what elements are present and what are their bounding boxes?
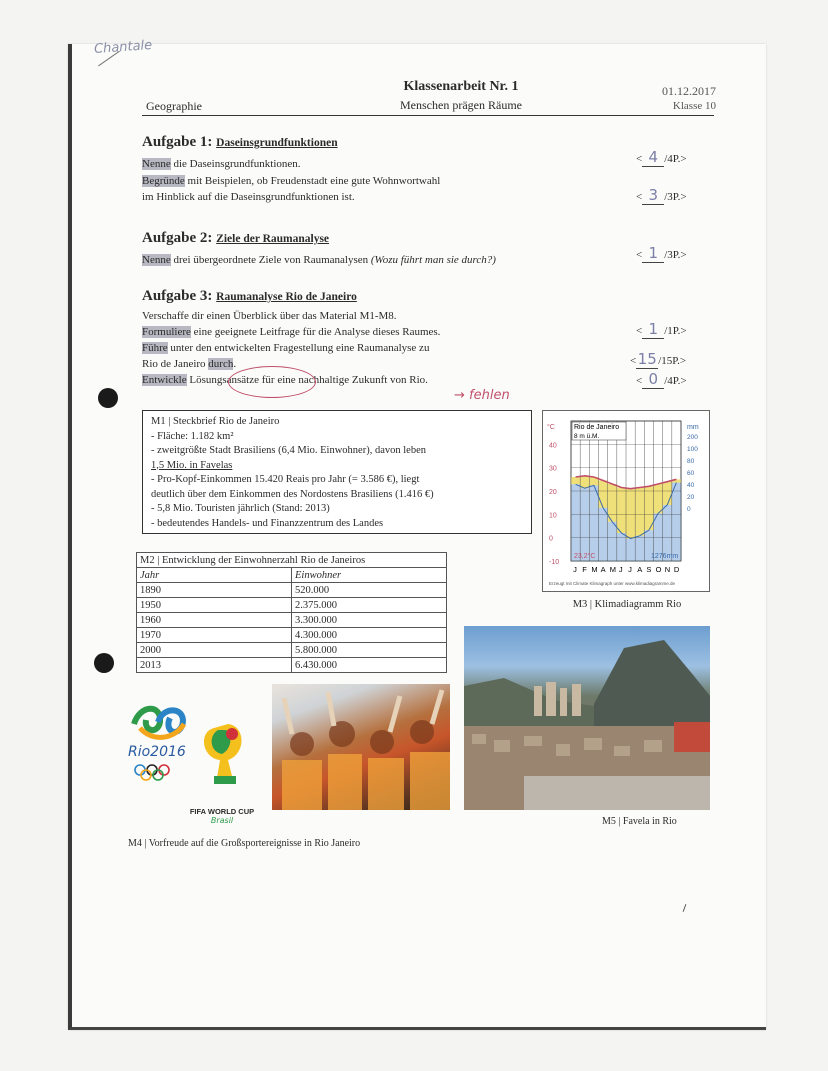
favela-photo-graphic xyxy=(464,626,710,810)
precip-tick-label: 80 xyxy=(687,458,695,465)
m1-line: - Pro-Kopf-Einkommen 15.420 Reais pro Jahr (= 3.586 €), liegt xyxy=(151,474,420,485)
world-cup-text: FIFA WORLD CUP xyxy=(189,807,255,816)
station-name: Rio de Janeiro xyxy=(574,424,620,431)
temp-tick-label: 30 xyxy=(549,465,557,473)
precip-tick-label: 100 xyxy=(687,446,698,453)
task3-topic: Raumanalyse Rio de Janeiro xyxy=(216,291,357,303)
temp-unit: °C xyxy=(547,424,555,431)
arid-area xyxy=(599,481,608,508)
precip-column xyxy=(589,485,598,561)
task2-score: < 1 /3P.> xyxy=(636,244,687,262)
exam-subtitle: Menschen prägen Räume xyxy=(400,98,522,112)
student-name: Chantale xyxy=(93,37,153,58)
month-label: J xyxy=(573,565,577,574)
olympic-logo xyxy=(122,694,202,784)
m2-pop: 3.300.000 xyxy=(292,613,447,628)
task3b-verb2: durch xyxy=(208,358,234,370)
task3b-verb: Führe xyxy=(142,342,168,354)
table-row xyxy=(137,643,447,658)
m2-pop: 4.300.000 xyxy=(292,628,447,643)
task2-verb: Nenne xyxy=(142,254,171,266)
table-row xyxy=(137,628,447,643)
month-label: A xyxy=(600,565,606,574)
header-rule xyxy=(142,115,714,116)
task3-heading xyxy=(142,288,357,305)
m2-year: 1890 xyxy=(137,583,292,598)
temp-tick-label: 20 xyxy=(549,489,557,496)
table-row xyxy=(137,598,447,613)
table-row xyxy=(137,658,447,673)
m2-table xyxy=(136,552,447,673)
task3-label: Aufgabe 3: xyxy=(142,288,213,304)
annual-temp: 23,2°C xyxy=(574,553,596,560)
task1-label: Aufgabe 1: xyxy=(142,134,213,150)
task3c-rest: Lösungsansätze für eine nachhaltige Zukunft von Rio. xyxy=(186,374,428,386)
class-label: Klasse 10 xyxy=(672,100,716,112)
month-label: N xyxy=(664,565,671,574)
task1-heading xyxy=(142,134,338,151)
m2-pop: 2.375.000 xyxy=(292,598,447,613)
month-label: A xyxy=(637,565,643,574)
task1b-verb: Begründe xyxy=(142,175,185,187)
task2-topic: Ziele der Raumanalyse xyxy=(216,233,330,245)
task2-label: Aufgabe 2: xyxy=(142,230,213,246)
precip-tick-label: 40 xyxy=(687,482,695,489)
margin-note: → fehlen xyxy=(454,388,510,403)
task2-points: 1 xyxy=(642,244,664,263)
precip-tick-label: 60 xyxy=(687,470,695,477)
temp-tick-label: 40 xyxy=(549,442,557,450)
precip-unit: mm xyxy=(687,424,699,431)
m1-line: - zweitgrößte Stadt Brasiliens (6,4 Mio. Einwohner), davon leben xyxy=(151,445,426,456)
table-row xyxy=(137,613,447,628)
m1-line: - Fläche: 1.182 km² xyxy=(151,430,234,442)
precip-column xyxy=(617,533,626,561)
task3b-rest2a: Rio de Janeiro xyxy=(142,358,209,370)
task3a-rest: eine geeignete Leitfrage für die Analyse dieses Raumes. xyxy=(190,326,441,338)
task3a-score: < 1 /1P.> xyxy=(636,320,687,338)
annual-precip: 1276mm xyxy=(651,553,679,560)
temp-tick-label: -10 xyxy=(549,559,560,566)
world-cup-brasil: Brasil xyxy=(210,816,234,825)
punch-hole xyxy=(94,653,114,673)
exam-sheet xyxy=(68,37,766,1030)
precip-tick-label: 200 xyxy=(687,434,698,441)
arid-area xyxy=(654,484,663,513)
task2-hint: (Wozu führt man sie durch?) xyxy=(370,254,496,266)
m2-col-pop: Einwohner xyxy=(292,568,447,583)
task1b-points: 3 xyxy=(642,186,664,205)
task1a-text xyxy=(142,156,301,172)
world-cup-logo xyxy=(189,714,255,825)
month-label: J xyxy=(618,565,623,574)
task1b-text xyxy=(142,173,440,205)
month-label: O xyxy=(655,565,662,574)
arid-area xyxy=(635,488,644,536)
task3b-score: <15/15P.> xyxy=(630,350,687,368)
m2-year: 1950 xyxy=(137,598,292,613)
precip-column xyxy=(626,539,635,561)
task1a-rest: die Daseinsgrundfunktionen. xyxy=(170,158,301,170)
exam-title: Klassenarbeit Nr. 1 xyxy=(403,79,519,94)
m2-year: 2000 xyxy=(137,643,292,658)
precip-tick-label: 0 xyxy=(687,506,691,513)
task1-topic: Daseinsgrundfunktionen xyxy=(216,137,338,149)
arid-area xyxy=(617,488,626,534)
task1b-rest2: im Hinblick auf die Daseinsgrundfunktionen ist. xyxy=(142,191,355,203)
precip-column xyxy=(599,508,608,561)
precip-column xyxy=(635,536,644,561)
table-row xyxy=(137,583,447,598)
month-label: S xyxy=(646,565,652,574)
fans-photo-graphic xyxy=(272,684,450,810)
task3b-points: 15 xyxy=(637,350,657,368)
task3c-verb: Entwickle xyxy=(142,374,187,386)
m3-caption: M3 | Klimadiagramm Rio xyxy=(572,599,682,610)
task3a-points: 1 xyxy=(642,320,664,339)
m2-year: 2013 xyxy=(137,658,292,673)
m1-title: M1 | Steckbrief Rio de Janeiro xyxy=(151,416,280,427)
task1a-verb: Nenne xyxy=(142,158,171,170)
m2-table-wrap xyxy=(136,552,447,673)
task3-intro: Verschaffe dir einen Überblick über das Material M1-M8. xyxy=(142,310,397,322)
m1-line: - bedeutendes Handels- und Finanzzentrum des Landes xyxy=(151,517,384,529)
precip-column xyxy=(672,483,681,561)
exam-date: 01.12.2017 xyxy=(662,84,716,98)
month-label: J xyxy=(628,565,632,574)
m1-fact-box xyxy=(142,410,532,534)
task2-rest: drei übergeordnete Ziele von Raumanalysen xyxy=(170,254,371,266)
arid-area xyxy=(571,477,580,484)
m2-year: 1970 xyxy=(137,628,292,643)
stray-mark xyxy=(683,904,687,912)
task3a-max: /1P.> xyxy=(664,325,687,337)
correction-circle xyxy=(228,366,316,398)
task2-heading xyxy=(142,230,329,247)
task3b-rest2b: . xyxy=(233,358,237,370)
arid-area xyxy=(663,482,672,505)
task3c-points: 0 xyxy=(642,370,664,389)
temp-tick-label: 0 xyxy=(549,535,553,543)
m5-caption: M5 | Favela in Rio xyxy=(602,816,677,827)
task2-max: /3P.> xyxy=(664,249,687,261)
task3c-max: /4P.> xyxy=(664,375,687,387)
m4-caption: M4 | Vorfreude auf die Großsportereignisse in Rio Janeiro xyxy=(128,838,361,849)
task2-text xyxy=(142,252,496,268)
task3a-verb: Formuliere xyxy=(142,326,191,338)
task1a-points: 4 xyxy=(642,148,664,167)
task3c-score: < 0 /4P.> xyxy=(636,370,687,388)
month-label: M xyxy=(609,565,616,574)
task1b-score: < 3 /3P.> xyxy=(636,186,687,204)
task1b-max: /3P.> xyxy=(664,191,687,203)
task3b-max: /15P.> xyxy=(658,355,687,367)
month-label: M xyxy=(591,565,598,574)
m1-line: - 5,8 Mio. Touristen jährlich (Stand: 2013) xyxy=(151,503,330,514)
olympic-wordmark: Rio2016 xyxy=(128,744,186,760)
temp-tick-label: 10 xyxy=(549,512,557,520)
m2-pop: 520.000 xyxy=(292,583,447,598)
task1a-max: /4P.> xyxy=(664,153,687,165)
fans-celebration-photo xyxy=(272,684,450,810)
m2-pop: 6.430.000 xyxy=(292,658,447,673)
task3a-text xyxy=(142,324,440,340)
climate-chart xyxy=(543,411,709,591)
precip-column xyxy=(580,488,589,561)
precip-column xyxy=(571,484,580,561)
arid-area xyxy=(626,489,635,539)
world-cup-graphic xyxy=(194,714,254,794)
task1a-score: < 4 /4P.> xyxy=(636,148,687,166)
task3b-rest: unter den entwickelten Fragestellung eine Raumanalyse zu xyxy=(167,342,430,354)
m3-climate-diagram xyxy=(542,410,710,592)
month-label: D xyxy=(673,565,680,574)
favela-photo xyxy=(464,626,710,810)
station-elevation: 8 m ü.M. xyxy=(574,433,600,440)
punch-hole xyxy=(98,388,118,408)
m2-col-year: Jahr xyxy=(137,568,292,583)
month-label: F xyxy=(582,565,587,574)
m1-line: 1,5 Mio. in Favelas xyxy=(151,459,233,471)
olympic-logo-graphic xyxy=(122,694,202,784)
m2-title: M2 | Entwicklung der Einwohnerzahl Rio de Janeiros xyxy=(137,553,447,568)
precip-tick-label: 20 xyxy=(687,494,695,501)
subject-label: Geographie xyxy=(146,99,202,113)
m1-line: deutlich über dem Einkommen des Nordostens Brasiliens (1.416 €) xyxy=(151,488,434,500)
precip-column xyxy=(608,522,617,561)
chart-footer: Erzeugt mit Climate Klimagraph unter www.klimadiagramme.de xyxy=(549,581,676,586)
m2-pop: 5.800.000 xyxy=(292,643,447,658)
m2-year: 1960 xyxy=(137,613,292,628)
task1b-rest: mit Beispielen, ob Freudenstadt eine gute Wohnwortwahl xyxy=(184,175,441,187)
